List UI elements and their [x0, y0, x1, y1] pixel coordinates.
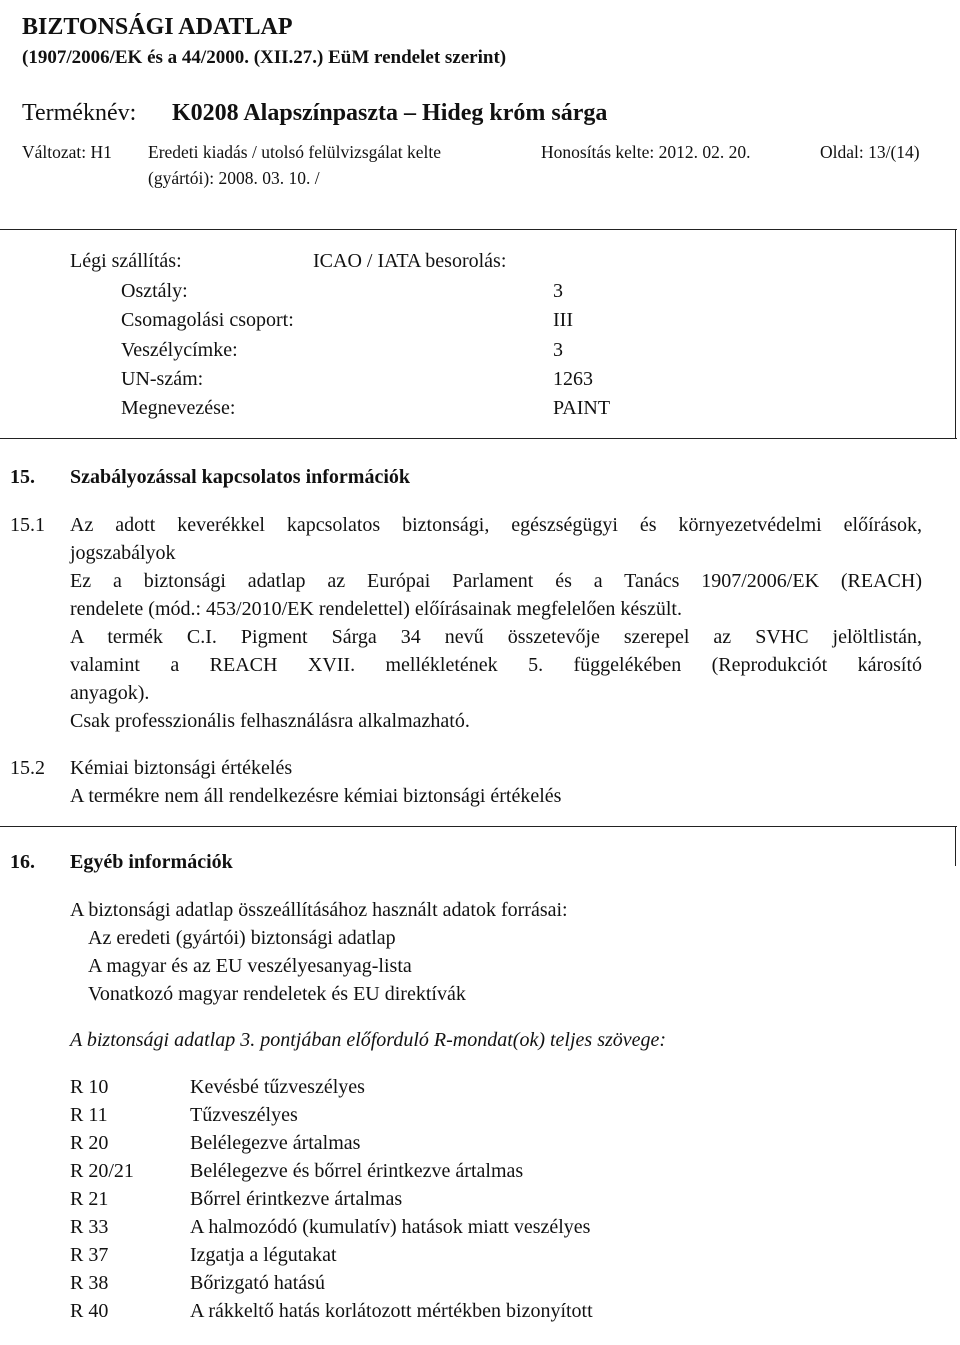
paragraph-line: Ez a biztonsági adatlap az Európai Parlament és a Tanács 1907/2006/EK (REACH) [70, 570, 922, 592]
section-16-number: 16. [10, 851, 35, 873]
document-title: BIZTONSÁGI ADATLAP [22, 14, 293, 40]
box-border [955, 229, 956, 438]
sources-intro: A biztonsági adatlap összeállításához használt adatok forrásai: [70, 899, 568, 921]
source-item: Vonatkozó magyar rendeletek és EU direktívák [88, 983, 466, 1005]
paragraph-line: Csak professzionális felhasználásra alkalmazható. [70, 710, 470, 732]
page-number: Oldal: 13/(14) [820, 142, 920, 162]
r-phrase-text: Belélegezve ártalmas [190, 1132, 361, 1154]
paragraph-line: anyagok). [70, 682, 150, 704]
transport-row-label: Megnevezése: [121, 397, 236, 419]
original-issue-label: Eredeti kiadás / utolsó felülvizsgálat kelte [148, 142, 442, 162]
manufacturer-date: (gyártói): 2008. 03. 10. / [148, 168, 320, 188]
version: Változat: H1 [22, 142, 112, 162]
divider [0, 229, 957, 230]
air-transport-label: Légi szállítás: [70, 250, 182, 272]
paragraph-line: rendelete (mód.: 453/2010/EK rendelettel) előírásainak megfelelően készült. [70, 598, 682, 620]
subsection-15-2-title: Kémiai biztonsági értékelés [70, 757, 293, 779]
subsection-15-2-number: 15.2 [10, 757, 45, 779]
r-phrase-code: R 40 [70, 1300, 109, 1322]
r-phrases-intro: A biztonsági adatlap 3. pontjában előforduló R-mondat(ok) teljes szövege: [70, 1029, 667, 1051]
transport-row-label: Csomagolási csoport: [121, 309, 294, 331]
subsection-15-1-number: 15.1 [10, 514, 45, 536]
r-phrase-code: R 11 [70, 1104, 108, 1126]
paragraph-line: Az adott keverékkel kapcsolatos biztonsági, egészségügyi és környezetvédelmi előírások, [70, 514, 922, 536]
r-phrase-text: A rákkeltő hatás korlátozott mértékben bizonyított [190, 1300, 593, 1322]
transport-row-value: III [553, 309, 573, 331]
icao-iata-label: ICAO / IATA besorolás: [313, 250, 507, 272]
r-phrase-text: Kevésbé tűzveszélyes [190, 1076, 365, 1098]
regulation-subtitle: (1907/2006/EK és a 44/2000. (XII.27.) EüM rendelet szerint) [22, 47, 507, 68]
paragraph-line: valamint a REACH XVII. mellékletének 5. függelékében (Reprodukciót károsító [70, 654, 922, 676]
r-phrase-code: R 38 [70, 1272, 109, 1294]
transport-row-value: PAINT [553, 397, 611, 419]
divider [0, 438, 957, 439]
r-phrase-code: R 33 [70, 1216, 109, 1238]
transport-row-value: 3 [553, 339, 563, 361]
divider [0, 826, 957, 827]
r-phrase-code: R 21 [70, 1188, 109, 1210]
box-border [955, 826, 956, 866]
r-phrase-text: Bőrizgató hatású [190, 1272, 325, 1294]
transport-row-value: 3 [553, 280, 563, 302]
section-15-number: 15. [10, 466, 35, 488]
r-phrase-text: Izgatja a légutakat [190, 1244, 337, 1266]
source-item: Az eredeti (gyártói) biztonsági adatlap [88, 927, 396, 949]
adaptation-date: Honosítás kelte: 2012. 02. 20. [541, 142, 751, 162]
transport-row-label: UN-szám: [121, 368, 204, 390]
section-16-title: Egyéb információk [70, 851, 233, 873]
paragraph-line: jogszabályok [70, 542, 176, 564]
r-phrase-text: Tűzveszélyes [190, 1104, 298, 1126]
r-phrase-code: R 37 [70, 1244, 109, 1266]
r-phrase-text: Belélegezve és bőrrel érintkezve ártalmas [190, 1160, 524, 1182]
r-phrase-text: Bőrrel érintkezve ártalmas [190, 1188, 403, 1210]
r-phrase-code: R 20/21 [70, 1160, 134, 1182]
transport-row-label: Veszélycímke: [121, 339, 238, 361]
subsection-15-2-text: A termékre nem áll rendelkezésre kémiai biztonsági értékelés [70, 785, 562, 807]
paragraph-line: A termék C.I. Pigment Sárga 34 nevű összetevője szerepel az SVHC jelöltlistán, [70, 626, 922, 648]
r-phrase-code: R 20 [70, 1132, 109, 1154]
transport-row-label: Osztály: [121, 280, 188, 302]
product-name: K0208 Alapszínpaszta – Hideg króm sárga [172, 100, 608, 126]
r-phrase-code: R 10 [70, 1076, 109, 1098]
transport-row-value: 1263 [553, 368, 593, 390]
section-15-title: Szabályozással kapcsolatos információk [70, 466, 411, 488]
r-phrase-text: A halmozódó (kumulatív) hatások miatt veszélyes [190, 1216, 591, 1238]
source-item: A magyar és az EU veszélyesanyag-lista [88, 955, 412, 977]
product-label: Terméknév: [22, 100, 137, 126]
